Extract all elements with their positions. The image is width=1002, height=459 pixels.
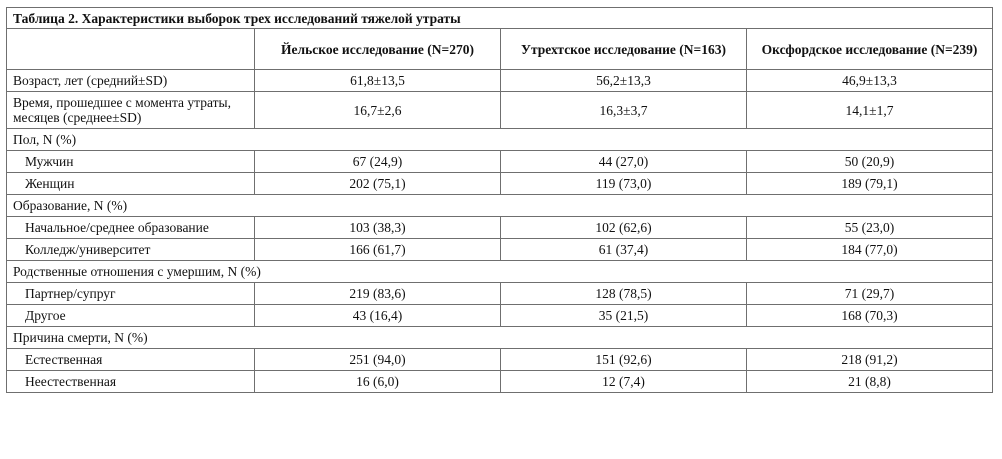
- cell-utrecht: 56,2±13,3: [501, 70, 747, 92]
- table-row: [7, 173, 993, 195]
- cell-oxford: 21 (8,8): [747, 371, 993, 393]
- row-label: Возраст, лет (средний±SD): [7, 70, 255, 92]
- row-label: Женщин: [7, 173, 255, 195]
- cell-oxford: 50 (20,9): [747, 151, 993, 173]
- cell-oxford: 168 (70,3): [747, 305, 993, 327]
- row-label: Естественная: [7, 349, 255, 371]
- row-label: Начальное/среднее образование: [7, 217, 255, 239]
- cell-utrecht: 119 (73,0): [501, 173, 747, 195]
- cell-utrecht: 128 (78,5): [501, 283, 747, 305]
- cell-oxford: 55 (23,0): [747, 217, 993, 239]
- cell-utrecht: 102 (62,6): [501, 217, 747, 239]
- row-label: Партнер/супруг: [7, 283, 255, 305]
- cell-yale: 103 (38,3): [255, 217, 501, 239]
- cell-oxford: 14,1±1,7: [747, 92, 993, 129]
- section-label-sex: Пол, N (%): [7, 129, 993, 151]
- row-label: Колледж/университет: [7, 239, 255, 261]
- header-empty-cell: [7, 29, 255, 70]
- cell-oxford: 189 (79,1): [747, 173, 993, 195]
- row-label: Другое: [7, 305, 255, 327]
- cell-yale: 166 (61,7): [255, 239, 501, 261]
- table-row: [7, 239, 993, 261]
- cell-utrecht: 44 (27,0): [501, 151, 747, 173]
- section-row: [7, 327, 993, 349]
- cell-oxford: 71 (29,7): [747, 283, 993, 305]
- cell-utrecht: 12 (7,4): [501, 371, 747, 393]
- table-row: [7, 305, 993, 327]
- cell-yale: 202 (75,1): [255, 173, 501, 195]
- cell-utrecht: 35 (21,5): [501, 305, 747, 327]
- cell-oxford: 46,9±13,3: [747, 70, 993, 92]
- cell-yale: 219 (83,6): [255, 283, 501, 305]
- table-row: [7, 217, 993, 239]
- section-row: [7, 129, 993, 151]
- row-label: Мужчин: [7, 151, 255, 173]
- table-title-row: [7, 8, 993, 29]
- cell-oxford: 184 (77,0): [747, 239, 993, 261]
- cell-utrecht: 16,3±3,7: [501, 92, 747, 129]
- cell-yale: 61,8±13,5: [255, 70, 501, 92]
- cell-yale: 251 (94,0): [255, 349, 501, 371]
- header-yale-study: Йельское исследование (N=270): [255, 29, 501, 70]
- cell-yale: 16 (6,0): [255, 371, 501, 393]
- header-utrecht-study: Утрехтское исследование (N=163): [501, 29, 747, 70]
- section-label-education: Образование, N (%): [7, 195, 993, 217]
- cell-utrecht: 61 (37,4): [501, 239, 747, 261]
- header-oxford-study: Оксфордское исследование (N=239): [747, 29, 993, 70]
- cell-yale: 67 (24,9): [255, 151, 501, 173]
- cell-yale: 43 (16,4): [255, 305, 501, 327]
- row-label: Неестественная: [7, 371, 255, 393]
- cell-utrecht: 151 (92,6): [501, 349, 747, 371]
- cell-oxford: 218 (91,2): [747, 349, 993, 371]
- table-title: Таблица 2. Характеристики выборок трех исследований тяжелой утраты: [7, 8, 993, 29]
- table-row: [7, 371, 993, 393]
- section-row: [7, 195, 993, 217]
- table-container: [6, 7, 992, 393]
- cell-yale: 16,7±2,6: [255, 92, 501, 129]
- table-row: [7, 349, 993, 371]
- table-row: [7, 70, 993, 92]
- section-label-cause-of-death: Причина смерти, N (%): [7, 327, 993, 349]
- table-header-row: [7, 29, 993, 70]
- section-label-relationship: Родственные отношения с умершим, N (%): [7, 261, 993, 283]
- table-row: [7, 151, 993, 173]
- section-row: [7, 261, 993, 283]
- row-label: Время, прошедшее с момента утраты, месяцев (среднее±SD): [7, 92, 255, 129]
- table-row: [7, 92, 993, 129]
- characteristics-table: [6, 7, 993, 393]
- table-row: [7, 283, 993, 305]
